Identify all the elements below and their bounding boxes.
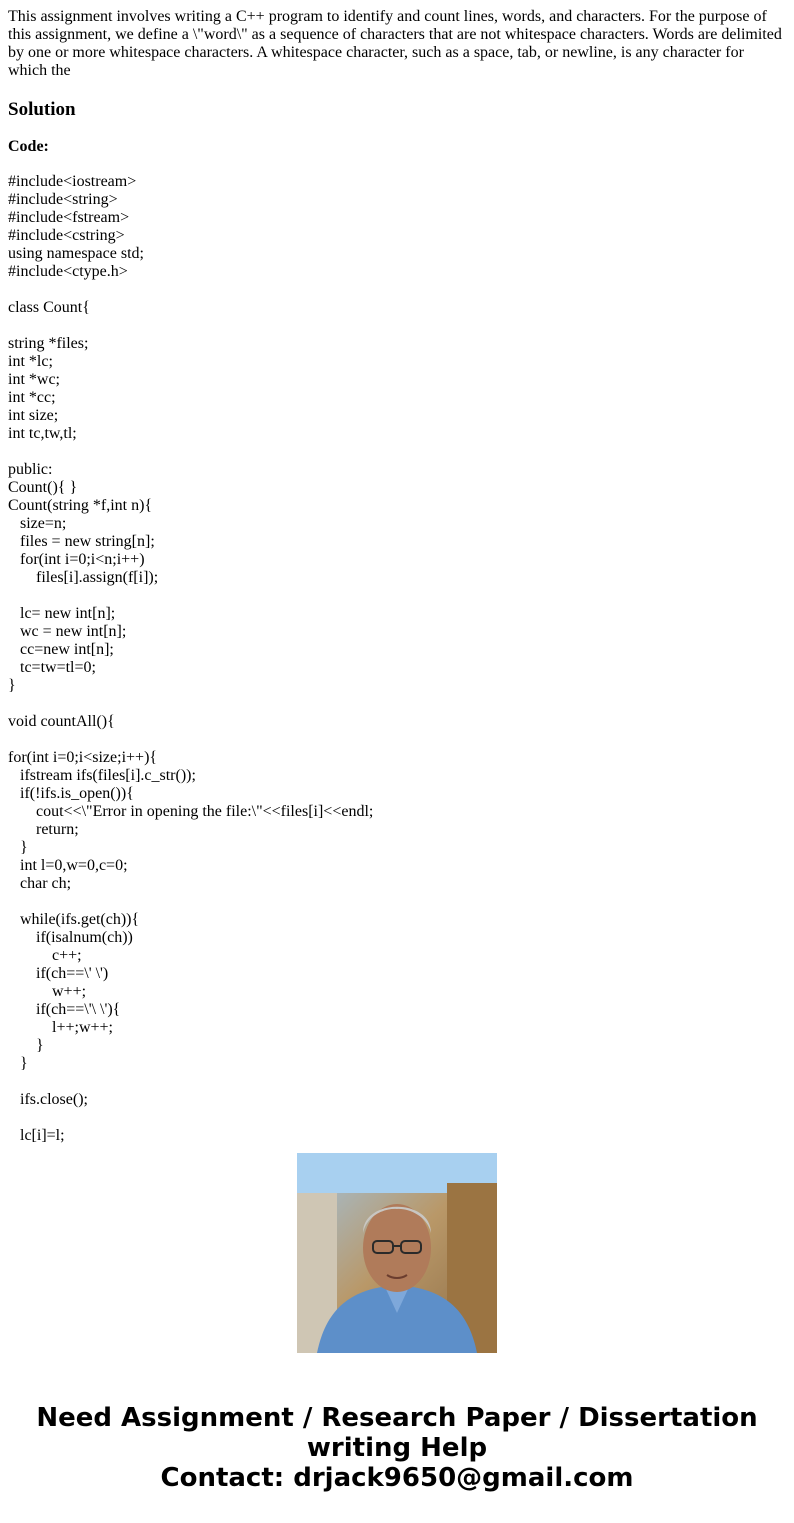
- code-line: #include<string>: [8, 191, 118, 208]
- code-line: #include<fstream>: [8, 209, 130, 226]
- code-line: #include<iostream>: [8, 173, 137, 190]
- code-line: }: [8, 1037, 44, 1054]
- code-line: ifs.close();: [8, 1091, 88, 1108]
- code-line: size=n;: [8, 515, 67, 532]
- promo-line-1: Need Assignment / Research Paper / Dissertation: [36, 1403, 758, 1433]
- code-line: files = new string[n];: [8, 533, 155, 550]
- promo-banner: [0, 1403, 794, 1493]
- code-line: }: [8, 839, 28, 856]
- code-line: for(int i=0;i<size;i++){: [8, 749, 158, 766]
- code-line: int *lc;: [8, 353, 53, 370]
- code-line: if(ch==\' \'): [8, 965, 109, 982]
- solution-heading: Solution: [8, 99, 76, 120]
- code-line: [8, 281, 788, 299]
- code-line: lc[i]=l;: [8, 1127, 65, 1144]
- code-line: if(isalnum(ch)): [8, 929, 133, 946]
- code-line: wc = new int[n];: [8, 623, 127, 640]
- code-line: if(ch==\'\ \'){: [8, 1001, 121, 1018]
- code-line: class Count{: [8, 299, 90, 316]
- code-line: tc=tw=tl=0;: [8, 659, 96, 676]
- code-line: if(!ifs.is_open()){: [8, 785, 134, 802]
- code-line: [8, 731, 788, 749]
- code-line: w++;: [8, 983, 87, 1000]
- code-line: cout<<\"Error in opening the file:\"<<files[i]<<endl;: [8, 803, 374, 820]
- code-line: void countAll(){: [8, 713, 115, 730]
- code-line: public:: [8, 461, 53, 478]
- code-line: int *wc;: [8, 371, 60, 388]
- code-line: for(int i=0;i<n;i++): [8, 551, 145, 568]
- code-line: [8, 587, 788, 605]
- code-line: [8, 1109, 788, 1127]
- code-line: [8, 695, 788, 713]
- code-line: }: [8, 677, 16, 694]
- promo-contact: Contact: drjack9650@gmail.com: [160, 1463, 634, 1493]
- code-line: char ch;: [8, 875, 72, 892]
- code-line: lc= new int[n];: [8, 605, 116, 622]
- code-line: [8, 893, 788, 911]
- code-line: while(ifs.get(ch)){: [8, 911, 140, 928]
- code-line: c++;: [8, 947, 82, 964]
- code-line: #include<cstring>: [8, 227, 125, 244]
- code-line: cc=new int[n];: [8, 641, 114, 658]
- code-line: #include<ctype.h>: [8, 263, 128, 280]
- code-line: int tc,tw,tl;: [8, 425, 77, 442]
- promo-line-2: writing Help: [306, 1433, 488, 1463]
- code-line: int l=0,w=0,c=0;: [8, 857, 128, 874]
- code-line: files[i].assign(f[i]);: [8, 569, 159, 586]
- code-block: [8, 173, 788, 1144]
- code-line: return;: [8, 821, 79, 838]
- author-avatar: [297, 1153, 497, 1353]
- code-line: [8, 443, 788, 461]
- code-line: l++;w++;: [8, 1019, 113, 1036]
- code-line: int size;: [8, 407, 59, 424]
- code-line: using namespace std;: [8, 245, 144, 262]
- code-line: [8, 1073, 788, 1091]
- code-line: int *cc;: [8, 389, 56, 406]
- code-label: Code:: [8, 138, 49, 155]
- code-line: Count(){ }: [8, 479, 78, 496]
- code-line: string *files;: [8, 335, 89, 352]
- assignment-description: This assignment involves writing a C++ program to identify and count lines, words, and characters. For the purpose of this assignment, we define a \"word\" as a sequence of characters that are not whitespace characters. Words are delimited by one or more whitespace characters. A whitespace character, such as a space, tab, or newline, is any character for which the: [8, 8, 782, 79]
- code-line: }: [8, 1055, 28, 1072]
- code-line: ifstream ifs(files[i].c_str());: [8, 767, 196, 784]
- code-line: Count(string *f,int n){: [8, 497, 153, 514]
- code-line: [8, 317, 788, 335]
